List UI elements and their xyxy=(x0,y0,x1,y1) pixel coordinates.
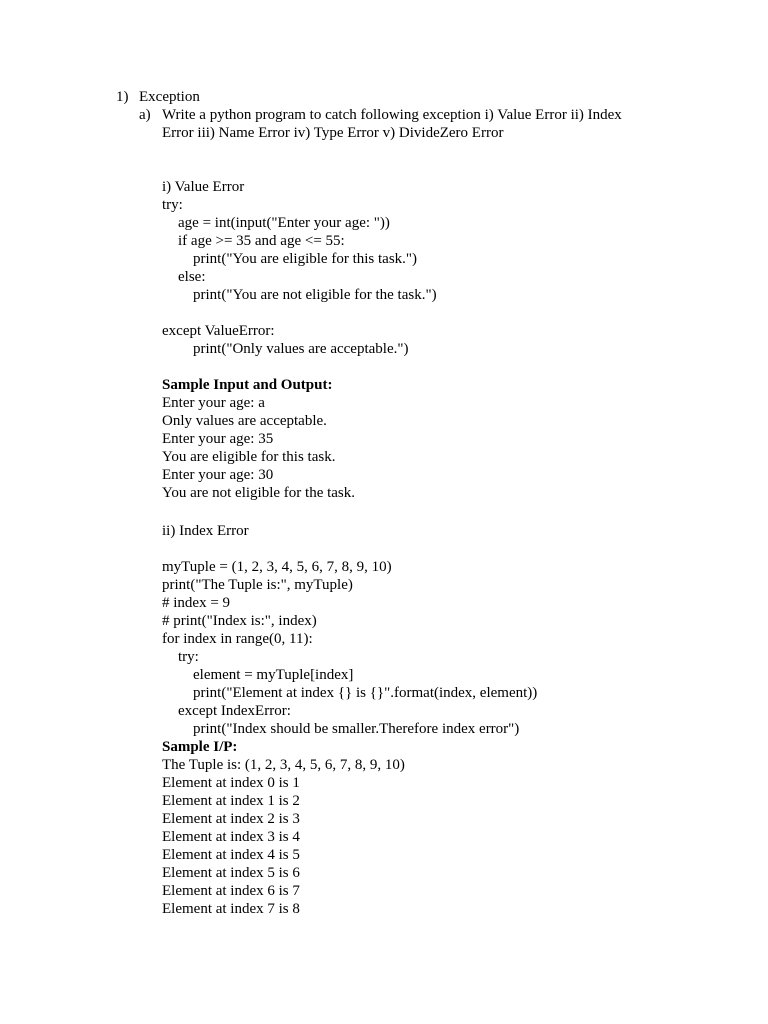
index-error-title: ii) Index Error xyxy=(162,523,249,539)
code-line: except ValueError: xyxy=(162,323,275,339)
sample-line: Element at index 2 is 3 xyxy=(162,811,300,827)
code-line: age = int(input("Enter your age: ")) xyxy=(178,215,390,231)
code-line: print("Index should be smaller.Therefore index error") xyxy=(193,721,520,737)
code-line: try: xyxy=(162,197,183,213)
sample-line: Enter your age: a xyxy=(162,395,265,411)
heading-number: 1) xyxy=(116,89,129,105)
sample-line: Element at index 4 is 5 xyxy=(162,847,300,863)
code-line: try: xyxy=(178,649,199,665)
code-line: # index = 9 xyxy=(162,595,231,611)
code-line: print("Only values are acceptable.") xyxy=(193,341,409,357)
sample-line: Element at index 0 is 1 xyxy=(162,775,300,791)
sample-line: You are eligible for this task. xyxy=(162,449,336,465)
sample-heading: Sample I/P: xyxy=(162,739,238,755)
code-line: # print("Index is:", index) xyxy=(162,613,317,629)
sample-line: Element at index 1 is 2 xyxy=(162,793,300,809)
question-letter: a) xyxy=(139,107,151,123)
code-line: for index in range(0, 11): xyxy=(162,631,313,647)
sample-line: Element at index 7 is 8 xyxy=(162,901,300,917)
code-line: if age >= 35 and age <= 55: xyxy=(178,233,345,249)
code-line: print("The Tuple is:", myTuple) xyxy=(162,577,353,593)
code-line: print("You are eligible for this task.") xyxy=(193,251,418,267)
code-line: myTuple = (1, 2, 3, 4, 5, 6, 7, 8, 9, 10) xyxy=(162,559,392,575)
heading-title: Exception xyxy=(139,89,200,105)
code-line: print("You are not eligible for the task.") xyxy=(193,287,437,303)
sample-line: Element at index 3 is 4 xyxy=(162,829,300,845)
sample-line: Enter your age: 30 xyxy=(162,467,274,483)
sample-line: You are not eligible for the task. xyxy=(162,485,356,501)
sample-line: The Tuple is: (1, 2, 3, 4, 5, 6, 7, 8, 9, 10) xyxy=(162,757,405,773)
code-line: print("Element at index {} is {}".format(index, element)) xyxy=(193,685,538,701)
sample-line: Only values are acceptable. xyxy=(162,413,327,429)
question-line-1: Write a python program to catch following exception i) Value Error ii) Index xyxy=(162,107,622,123)
sample-line: Element at index 6 is 7 xyxy=(162,883,300,899)
code-line: element = myTuple[index] xyxy=(193,667,354,683)
value-error-title: i) Value Error xyxy=(162,179,245,195)
code-line: else: xyxy=(178,269,206,285)
sample-line: Enter your age: 35 xyxy=(162,431,274,447)
question-line-2: Error iii) Name Error iv) Type Error v) DivideZero Error xyxy=(162,125,504,141)
code-line: except IndexError: xyxy=(178,703,291,719)
sample-line: Element at index 5 is 6 xyxy=(162,865,300,881)
sample-heading: Sample Input and Output: xyxy=(162,377,333,393)
